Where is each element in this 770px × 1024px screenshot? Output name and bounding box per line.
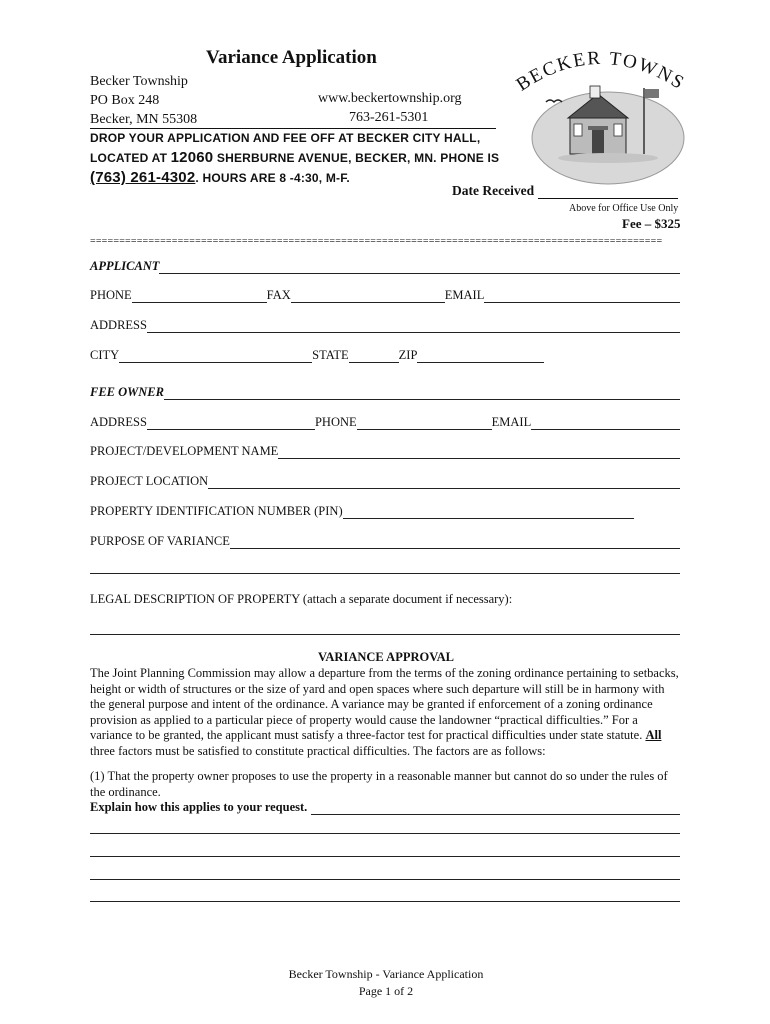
fee-owner-label: FEE OWNER — [90, 385, 164, 399]
city-state-zip-row — [90, 345, 544, 363]
schoolhouse-logo-icon — [508, 42, 692, 187]
project-name-field[interactable] — [278, 444, 680, 459]
applicant-row — [90, 256, 680, 274]
owner-email-field[interactable] — [531, 415, 680, 430]
approval-text-a: The Joint Planning Commission may allow a departure from the terms of the zoning ordinance pertaining to setbacks, height or width of structures or the size of yard and open spaces where such departure will still be in harmony with the general purpose and intent of the ordinance. A variance may be granted if enforcement of a zoning ordinance provision as applied to a particular piece of property would cause the landowner “practical difficulties.” For a variance to be granted, the applicant must satisfy a three-factor test for practical difficulties under state statute. — [90, 666, 679, 742]
office-use-note: Above for Office Use Only — [569, 203, 679, 214]
factor-1: (1) That the property owner proposes to use the property in a reasonable manner but cannot do so under the rules of the ordinance. — [90, 769, 668, 799]
project-location-field[interactable] — [208, 474, 680, 489]
email-field[interactable] — [484, 288, 680, 303]
city-state-zip: Becker, MN 55308 — [90, 112, 198, 127]
project-name-label: PROJECT/DEVELOPMENT NAME — [90, 444, 279, 458]
address-row — [90, 315, 680, 333]
page-title: Variance Application — [206, 47, 377, 68]
separator: ================================================================================================== — [90, 236, 663, 247]
owner-phone-field[interactable] — [357, 415, 492, 430]
pin-field[interactable] — [343, 504, 634, 519]
approval-text-b: three factors must be satisfied to constitute practical difficulties. The factors are as follows: — [90, 743, 546, 758]
phone-fax-email-row — [90, 285, 680, 303]
notice-part1: DROP YOUR APPLICATION AND FEE OFF AT BECKER CITY HALL, LOCATED AT — [90, 131, 481, 165]
notice-part2: SHERBURNE AVENUE, BECKER, MN. PHONE IS — [213, 151, 500, 165]
zip-field[interactable] — [417, 348, 544, 363]
pin-label: PROPERTY IDENTIFICATION NUMBER (PIN) — [90, 504, 343, 518]
drop-off-notice — [90, 129, 510, 188]
owner-address-phone-email-row — [90, 412, 680, 430]
purpose-field[interactable] — [230, 534, 680, 549]
email-label: EMAIL — [444, 288, 485, 302]
variance-approval-paragraph — [90, 666, 682, 759]
project-location-label: PROJECT LOCATION — [90, 474, 209, 488]
date-received — [452, 183, 678, 199]
explain-field-line3[interactable] — [90, 856, 680, 857]
address-field[interactable] — [147, 318, 680, 333]
phone-field[interactable] — [132, 288, 267, 303]
notice-address-number: 12060 — [170, 149, 214, 166]
city-field[interactable] — [119, 348, 312, 363]
logo-text: BECKER TOWNS — [512, 47, 689, 96]
phone-label: PHONE — [90, 288, 132, 302]
fee-owner-row — [90, 382, 680, 400]
legal-description-label: LEGAL DESCRIPTION OF PROPERTY (attach a separate document if necessary): — [90, 592, 513, 606]
variance-approval-heading: VARIANCE APPROVAL — [317, 650, 455, 664]
owner-address-label: ADDRESS — [90, 415, 147, 429]
explain-label: Explain how this applies to your request. — [90, 800, 308, 814]
project-location-row — [90, 471, 680, 489]
fee-owner-field[interactable] — [164, 385, 680, 400]
owner-phone-label: PHONE — [314, 415, 357, 429]
purpose-label: PURPOSE OF VARIANCE — [90, 534, 230, 548]
approval-all: All — [645, 728, 662, 742]
township-logo — [508, 42, 692, 187]
township-phone: 763-261-5301 — [349, 110, 429, 125]
owner-address-field[interactable] — [147, 415, 315, 430]
zip-label: ZIP — [398, 348, 418, 362]
explain-field-line4[interactable] — [90, 879, 680, 880]
footer-title: Becker Township - Variance Application — [288, 967, 484, 981]
state-label: STATE — [312, 348, 349, 362]
purpose-row — [90, 531, 680, 549]
notice-phone: (763) 261-4302 — [90, 169, 196, 186]
pin-row — [90, 501, 634, 519]
website: www.beckertownship.org — [318, 91, 462, 106]
explain-field[interactable] — [311, 800, 680, 815]
footer-page-number: Page 1 of 2 — [358, 984, 414, 998]
state-field[interactable] — [349, 348, 399, 363]
explain-field-line5[interactable] — [90, 901, 680, 902]
project-name-row — [90, 441, 680, 459]
applicant-field[interactable] — [159, 259, 680, 274]
explain-row — [90, 797, 680, 815]
po-box: PO Box 248 — [90, 93, 160, 108]
applicant-label: APPLICANT — [90, 259, 160, 273]
purpose-field-line2[interactable] — [90, 573, 680, 574]
date-received-field[interactable] — [538, 184, 678, 199]
fax-field[interactable] — [291, 288, 445, 303]
city-label: CITY — [90, 348, 120, 362]
org-name: Becker Township — [90, 74, 188, 89]
address-label: ADDRESS — [90, 318, 147, 332]
fax-label: FAX — [266, 288, 291, 302]
owner-email-label: EMAIL — [491, 415, 532, 429]
explain-field-line2[interactable] — [90, 833, 680, 834]
notice-part3: . HOURS ARE 8 -4:30, M-F. — [195, 171, 350, 185]
date-received-label: Date Received — [452, 183, 535, 198]
legal-description-field[interactable] — [90, 634, 680, 635]
fee: Fee – $325 — [622, 216, 681, 231]
